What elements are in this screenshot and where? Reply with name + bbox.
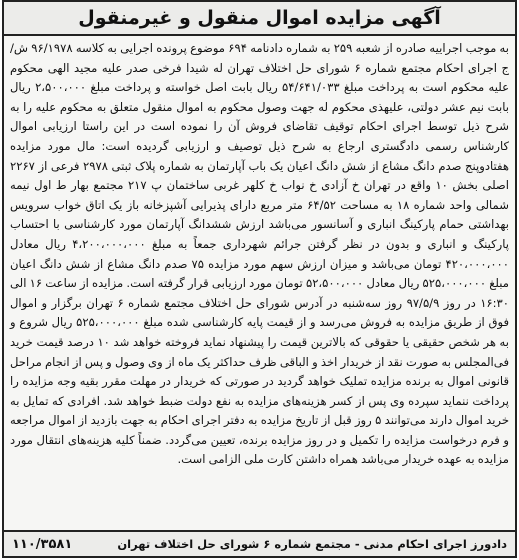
notice-code: ۱۱۰/۳۵۸۱ bbox=[12, 536, 73, 552]
notice-issuer: دادورز اجرای احکام مدنی - مجتمع شماره ۶ شورای حل اختلاف تهران bbox=[117, 537, 507, 551]
notice-body: به موجب اجراییه صادره از شعبه ۲۵۹ به شماره دادنامه ۶۹۴ موضوع پرونده اجرایی به کلاسه ۹۶/۱۹۷۸ ش/ج اجرای احکام مجتمع شماره ۶ شورای حل اختلاف تهران له شیدا فرخی صدر علیه مجید الهی محکوم علیه محکوم است به پرداخت مبلغ ۵۴/۶۴۱/۰۳۳ ریال بابت اصل خواسته و پرداخت مبلغ ۲،۵۰۰،۰۰۰ ریال بابت نیم عشر دولتی، علیهذی محکوم له جهت وصول محکوم به اموال منقول متعلق به محکوم علیه را به شرح ذیل توسط اجرای احکام توقیف تقاضای فروش آن را نموده است در این راستا ارزیابی اموال کارشناس رسمی دادگستری ارجاع به شرح ذیل توصیف و ارزیابی گردیده است: مال مورد مزایده هفتادوپنج صدم دانگ مشاع از شش دانگ اعیان یک باب آپارتمان به شماره پلاک ثبتی ۲۹۷۸ فرعی از ۲۲۶۷ اصلی بخش ۱۰ واقع در تهران خ آزادی خ نواب خ کلهر غربی ساختمان پ ۲۱۷ مجتمع بهار ط اول نیمه شمالی واحد شماره ۱۸ به مساحت ۶۴/۵۲ متر مربع دارای پذیرایی آشپزخانه باز یک اتاق خواب سرویس بهداشتی حمام پارکینگ انباری و آسانسور می‌باشد ارزش ششدانگ آپارتمان مورد کارشناسی با احتساب پارکینگ و انباری و بدون در نظر گرفتن جرائم شهرداری جمعاً به مبلغ ۴،۲۰۰،۰۰۰،۰۰۰ ریال معادل ۴۲۰،۰۰۰،۰۰۰ تومان می‌باشد و میزان ارزش سهم مورد مزایده ۷۵ صدم دانگ مشاع از شش دانگ اعیان مبلغ ۵۲۵،۰۰۰،۰۰۰ ریال معادل ۵۲،۵۰۰،۰۰۰ تومان مورد ارزیابی قرار گرفته است. مزایده از ساعت ۱۶ الی ۱۶:۳۰ در روز ۹۷/۵/۹ روز سه‌شنبه در آدرس شورای حل اختلاف مجتمع شماره ۶ تهران برگزار و اموال فوق از طریق مزایده به فروش می‌رسد و از قیمت پایه کارشناسی شده مبلغ ۵۲۵،۰۰۰،۰۰۰ ریال شروع و به هر شخص حقیقی یا حقوقی که بالاترین قیمت را پیشنهاد نماید فروخته خواهد شد ۱۰ درصد قیمت خرید فی‌المجلس به صورت نقد از خریدار اخذ و الباقی ظرف حداکثر یک ماه از وی وصول و پس از انجام مراحل قانونی اموال به برنده مزایده تملیک خواهد گردید در صورتی که خریدار در مهلت مقرر بقیه وجه مزایده را پرداخت ننماید سپرده وی پس از کسر هزینه‌های مزایده به نفع دولت ضبط خواهد شد. افرادی که تمایل به خرید اموال دارند می‌توانند ۵ روز قبل از تاریخ مزایده به دفتر اجرای احکام به جهت بازدید از اموال مراجعه و فرم درخواست مزایده را تکمیل و در روز مزایده برنده، تعیین می‌گردد. ضمناً کلیه هزینه‌های انتقال مورد مزایده به عهده خریدار می‌باشد همراه داشتن کارت ملی الزامی است. bbox=[10, 41, 510, 467]
notice-title: آگهی مزایده اموال منقول و غیرمنقول bbox=[78, 7, 441, 29]
notice-footer bbox=[4, 530, 515, 556]
auction-notice bbox=[2, 0, 517, 558]
notice-header bbox=[4, 2, 515, 36]
